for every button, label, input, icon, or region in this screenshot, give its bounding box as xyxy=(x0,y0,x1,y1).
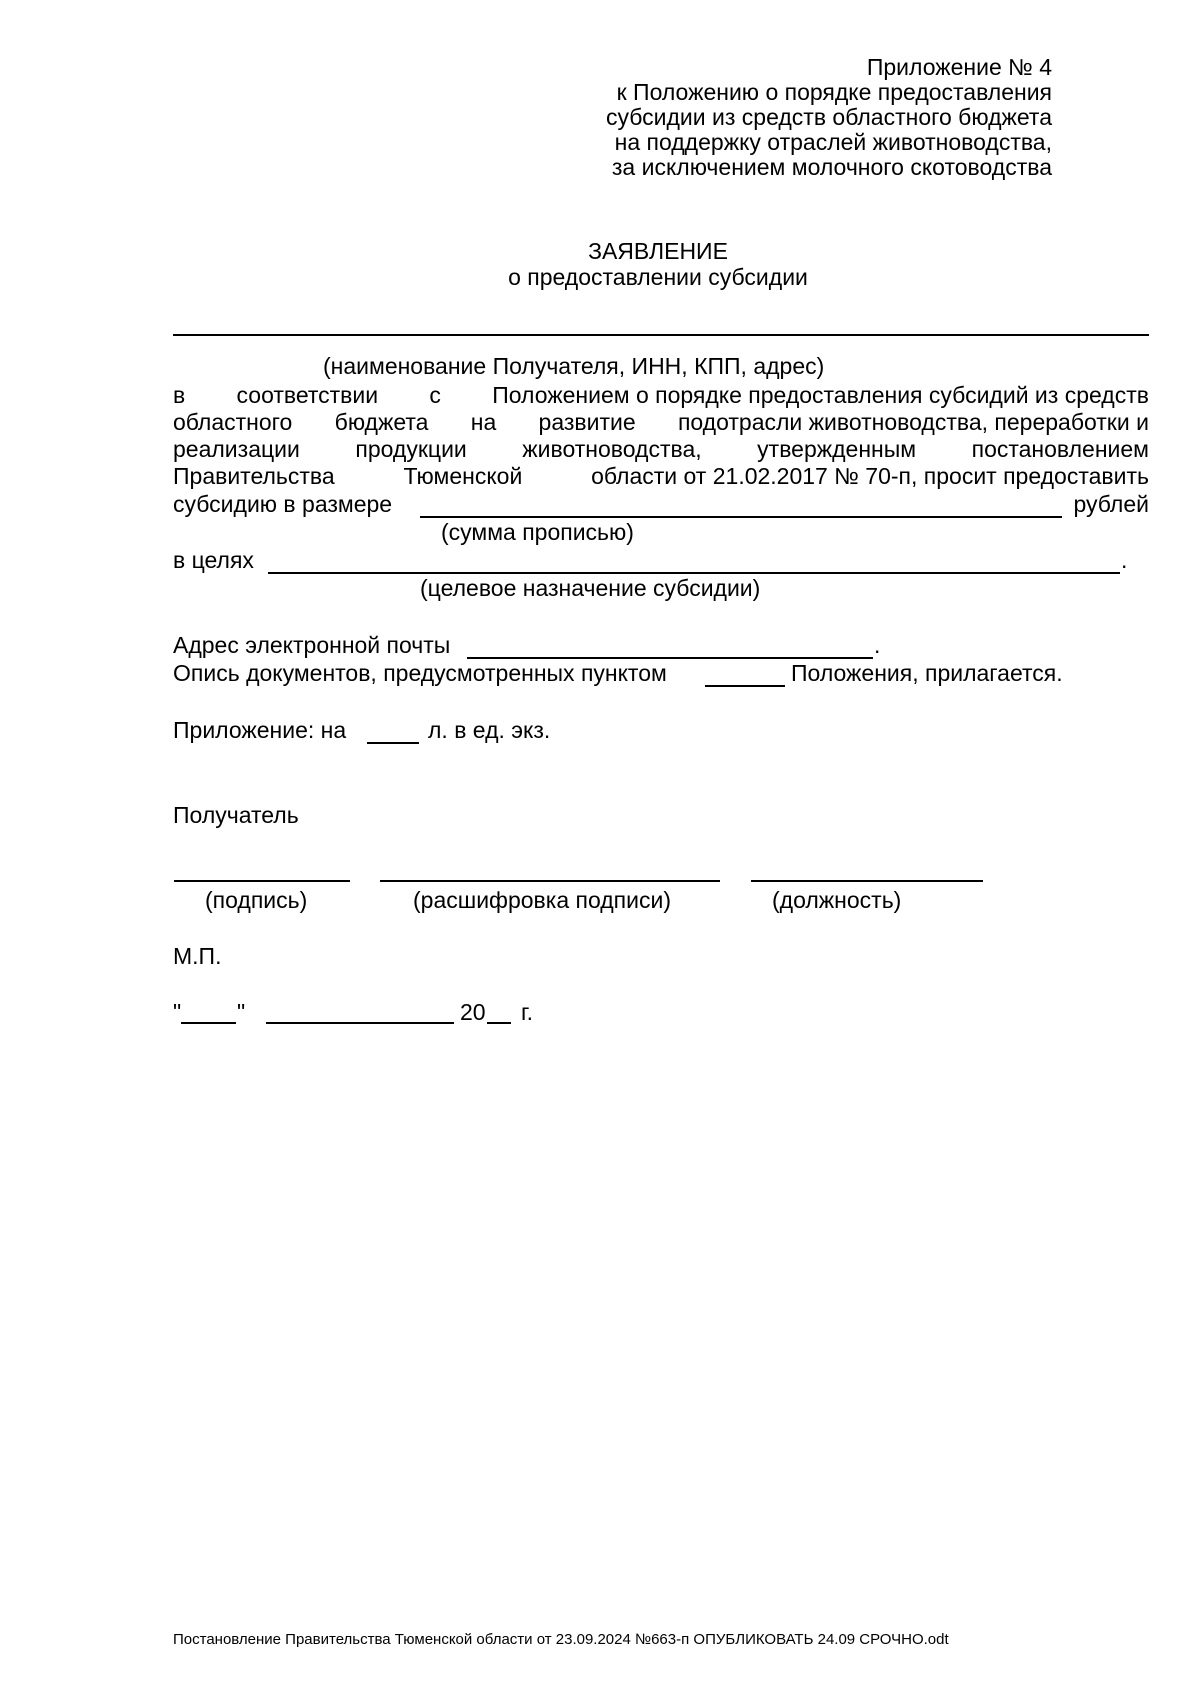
date-quote-close: " xyxy=(237,999,246,1025)
email-end: . xyxy=(874,632,881,658)
body-word: развитие xyxy=(538,409,636,435)
body-line-4 xyxy=(173,463,1149,489)
document-subtitle: о предоставлении субсидии xyxy=(508,264,808,290)
position-caption: (должность) xyxy=(772,887,902,913)
signature-line xyxy=(174,880,350,882)
purpose-line xyxy=(268,572,1120,574)
recipient-label: Получатель xyxy=(173,802,299,828)
date-suffix: г. xyxy=(521,999,533,1025)
body-word: Правительства xyxy=(173,463,335,489)
body-word: в xyxy=(173,382,186,408)
body-word: реализации xyxy=(173,436,300,462)
appendix-line-5: за исключением молочного скотоводства xyxy=(611,154,1052,180)
date-day-line xyxy=(181,1022,236,1024)
date-month-line xyxy=(266,1022,454,1024)
body-line-3 xyxy=(173,436,1149,462)
signature-decode-line xyxy=(380,880,720,882)
attachment-pages-line xyxy=(367,742,419,744)
body-word: Тюменской xyxy=(403,463,523,489)
body-word: утвержденным xyxy=(757,436,917,462)
body-word: продукции xyxy=(355,436,467,462)
purpose-caption: (целевое назначение субсидии) xyxy=(420,575,761,601)
date-year-prefix: 20 xyxy=(460,999,486,1025)
appendix-line-3: субсидии из средств областного бюджета xyxy=(605,104,1052,130)
purpose-end: . xyxy=(1121,547,1128,573)
signature-caption: (подпись) xyxy=(205,887,308,913)
inventory-point-line xyxy=(705,685,785,687)
appendix-line-2: к Положению о порядке предоставления xyxy=(616,79,1052,105)
body-word: соответствии xyxy=(236,382,379,408)
body-word: бюджета xyxy=(334,409,429,435)
body-word: постановлением xyxy=(971,436,1149,462)
date-year-line xyxy=(487,1022,511,1024)
appendix-line-4: на поддержку отраслей животноводства, xyxy=(614,129,1052,155)
body-line-1 xyxy=(173,382,1149,408)
purpose-prefix: в целях xyxy=(173,547,254,573)
attachment-suffix: л. в ед. экз. xyxy=(428,717,551,743)
position-line xyxy=(751,880,983,882)
body-word: животноводства, xyxy=(522,436,702,462)
body-word: области от 21.02.2017 № 70-п, просит предоставить xyxy=(591,463,1149,489)
date-quote-open: " xyxy=(173,999,182,1025)
inventory-prefix: Опись документов, предусмотренных пунктом xyxy=(173,660,667,686)
sum-caption: (сумма прописью) xyxy=(441,519,634,545)
email-label: Адрес электронной почты xyxy=(173,632,451,658)
appendix-line-1: Приложение № 4 xyxy=(866,54,1052,80)
body-word: Положением о порядке предоставления субсидий из средств xyxy=(492,382,1149,408)
body-word: областного xyxy=(173,409,293,435)
recipient-line xyxy=(173,334,1149,336)
sum-prefix: субсидию в размере xyxy=(173,491,393,517)
document-title: ЗАЯВЛЕНИЕ xyxy=(588,238,728,264)
body-word: с xyxy=(429,382,441,408)
inventory-suffix: Положения, прилагается. xyxy=(791,660,1063,686)
attachment-prefix: Приложение: на xyxy=(173,717,347,743)
sum-suffix: рублей xyxy=(1073,491,1149,517)
body-word: на xyxy=(470,409,497,435)
document-footer: Постановление Правительства Тюменской области от 23.09.2024 №663-п ОПУБЛИКОВАТЬ 24.09 СРОЧНО.odt xyxy=(173,1631,949,1648)
recipient-caption: (наименование Получателя, ИНН, КПП, адрес) xyxy=(323,353,825,379)
sum-line xyxy=(420,516,1062,518)
stamp-label: М.П. xyxy=(173,943,222,969)
body-word: подотрасли животноводства, переработки и xyxy=(677,409,1149,435)
email-line xyxy=(467,657,873,659)
signature-decode-caption: (расшифровка подписи) xyxy=(413,887,671,913)
body-line-2 xyxy=(173,409,1149,435)
